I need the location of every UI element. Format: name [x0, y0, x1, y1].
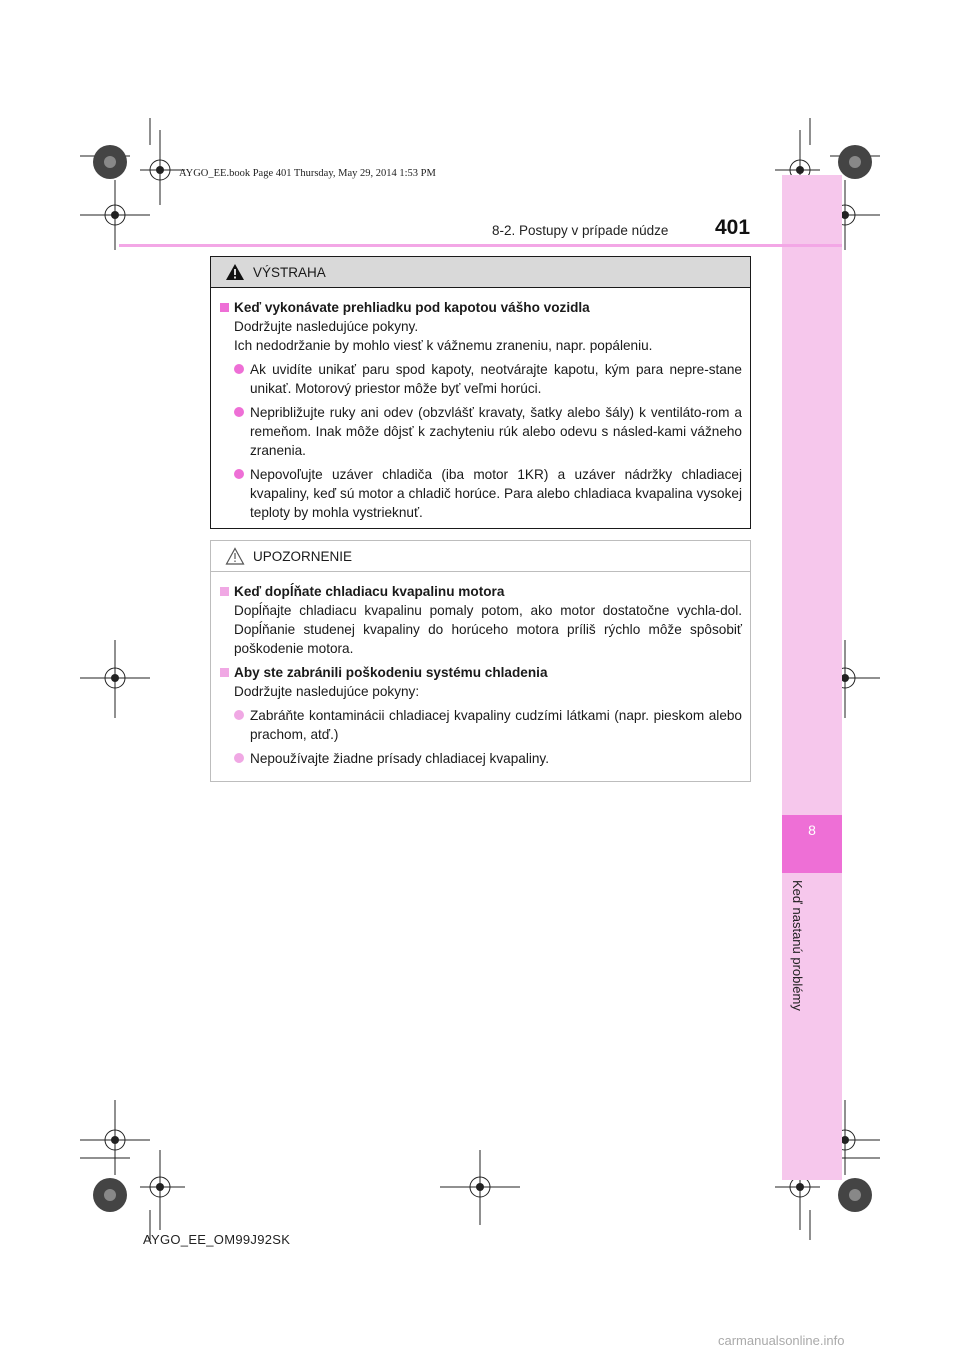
notice-text-1: Dopĺňajte chladiacu kvapalinu pomaly potom, ako motor dostatočne vychla-dol. Dopĺňanie studenej kvapaliny do horúceho motora príliš rýchlo môže spôsobiť poškodenie motora. — [234, 603, 742, 656]
round-bullet-icon — [234, 710, 244, 720]
list-item: Nepribližujte ruky ani odev (obzvlášť kravaty, šatky alebo šály) k ventiláto-rom a remeňom. Inak môže dôjsť k zachyteniu rúk alebo odevu s násled-kami vážneho zranenia. — [220, 403, 742, 460]
book-stamp: AYGO_EE.book Page 401 Thursday, May 29, 2014 1:53 PM — [179, 168, 436, 179]
round-bullet-icon — [234, 407, 244, 417]
notice-title: UPOZORNENIE — [253, 548, 353, 564]
chapter-label: Keď nastanú problémy — [790, 880, 805, 1011]
caution-triangle-icon — [225, 547, 245, 565]
warning-intro-2: Ich nedodržanie by mohlo viesť k vážnemu zraneniu, napr. popáleniu. — [234, 338, 653, 353]
chapter-number: 8 — [808, 822, 816, 838]
header-rule — [119, 244, 842, 247]
warning-body — [211, 288, 750, 532]
square-bullet-icon — [220, 303, 229, 312]
warning-intro-1: Dodržujte nasledujúce pokyny. — [234, 319, 419, 334]
list-item: Nepovoľujte uzáver chladiča (iba motor 1KR) a uzáver nádržky chladiacej kvapaliny, keď sú motor a chladič horúce. Para alebo chladiaca kvapalina vysokej teploty by mohla vystrieknuť. — [220, 465, 742, 522]
warning-header — [211, 257, 750, 288]
list-item: Zabráňte kontaminácii chladiacej kvapaliny cudzími látkami (napr. pieskom alebo prachom, atď.) — [220, 706, 742, 744]
footer-code: AYGO_EE_OM99J92SK — [143, 1232, 291, 1247]
notice-header — [211, 541, 750, 572]
side-tab-strip — [782, 175, 842, 1180]
notice-subheading-1: Keď dopĺňate chladiacu kvapalinu motora — [220, 582, 742, 601]
notice-intro-2: Dodržujte nasledujúce pokyny: — [234, 684, 420, 699]
round-bullet-icon — [234, 753, 244, 763]
warning-title: VÝSTRAHA — [253, 264, 326, 280]
list-item: Ak uvidíte unikať paru spod kapoty, neotvárajte kapotu, kým para nepre-stane unikať. Motorový priestor môže byť veľmi horúci. — [220, 360, 742, 398]
square-bullet-icon — [220, 668, 229, 677]
warning-box — [210, 256, 751, 529]
section-title: 8-2. Postupy v prípade núdze — [492, 223, 669, 238]
watermark: carmanualsonline.info — [718, 1333, 845, 1348]
warning-subheading: Keď vykonávate prehliadku pod kapotou vášho vozidla — [220, 298, 742, 317]
round-bullet-icon — [234, 364, 244, 374]
square-bullet-icon — [220, 587, 229, 596]
page-number: 401 — [715, 216, 751, 239]
notice-body — [211, 572, 750, 778]
list-item: Nepoužívajte žiadne prísady chladiacej kvapaliny. — [220, 749, 742, 768]
notice-subheading-2: Aby ste zabránili poškodeniu systému chladenia — [220, 663, 742, 682]
round-bullet-icon — [234, 469, 244, 479]
notice-box — [210, 540, 751, 782]
warning-triangle-icon — [225, 263, 245, 281]
